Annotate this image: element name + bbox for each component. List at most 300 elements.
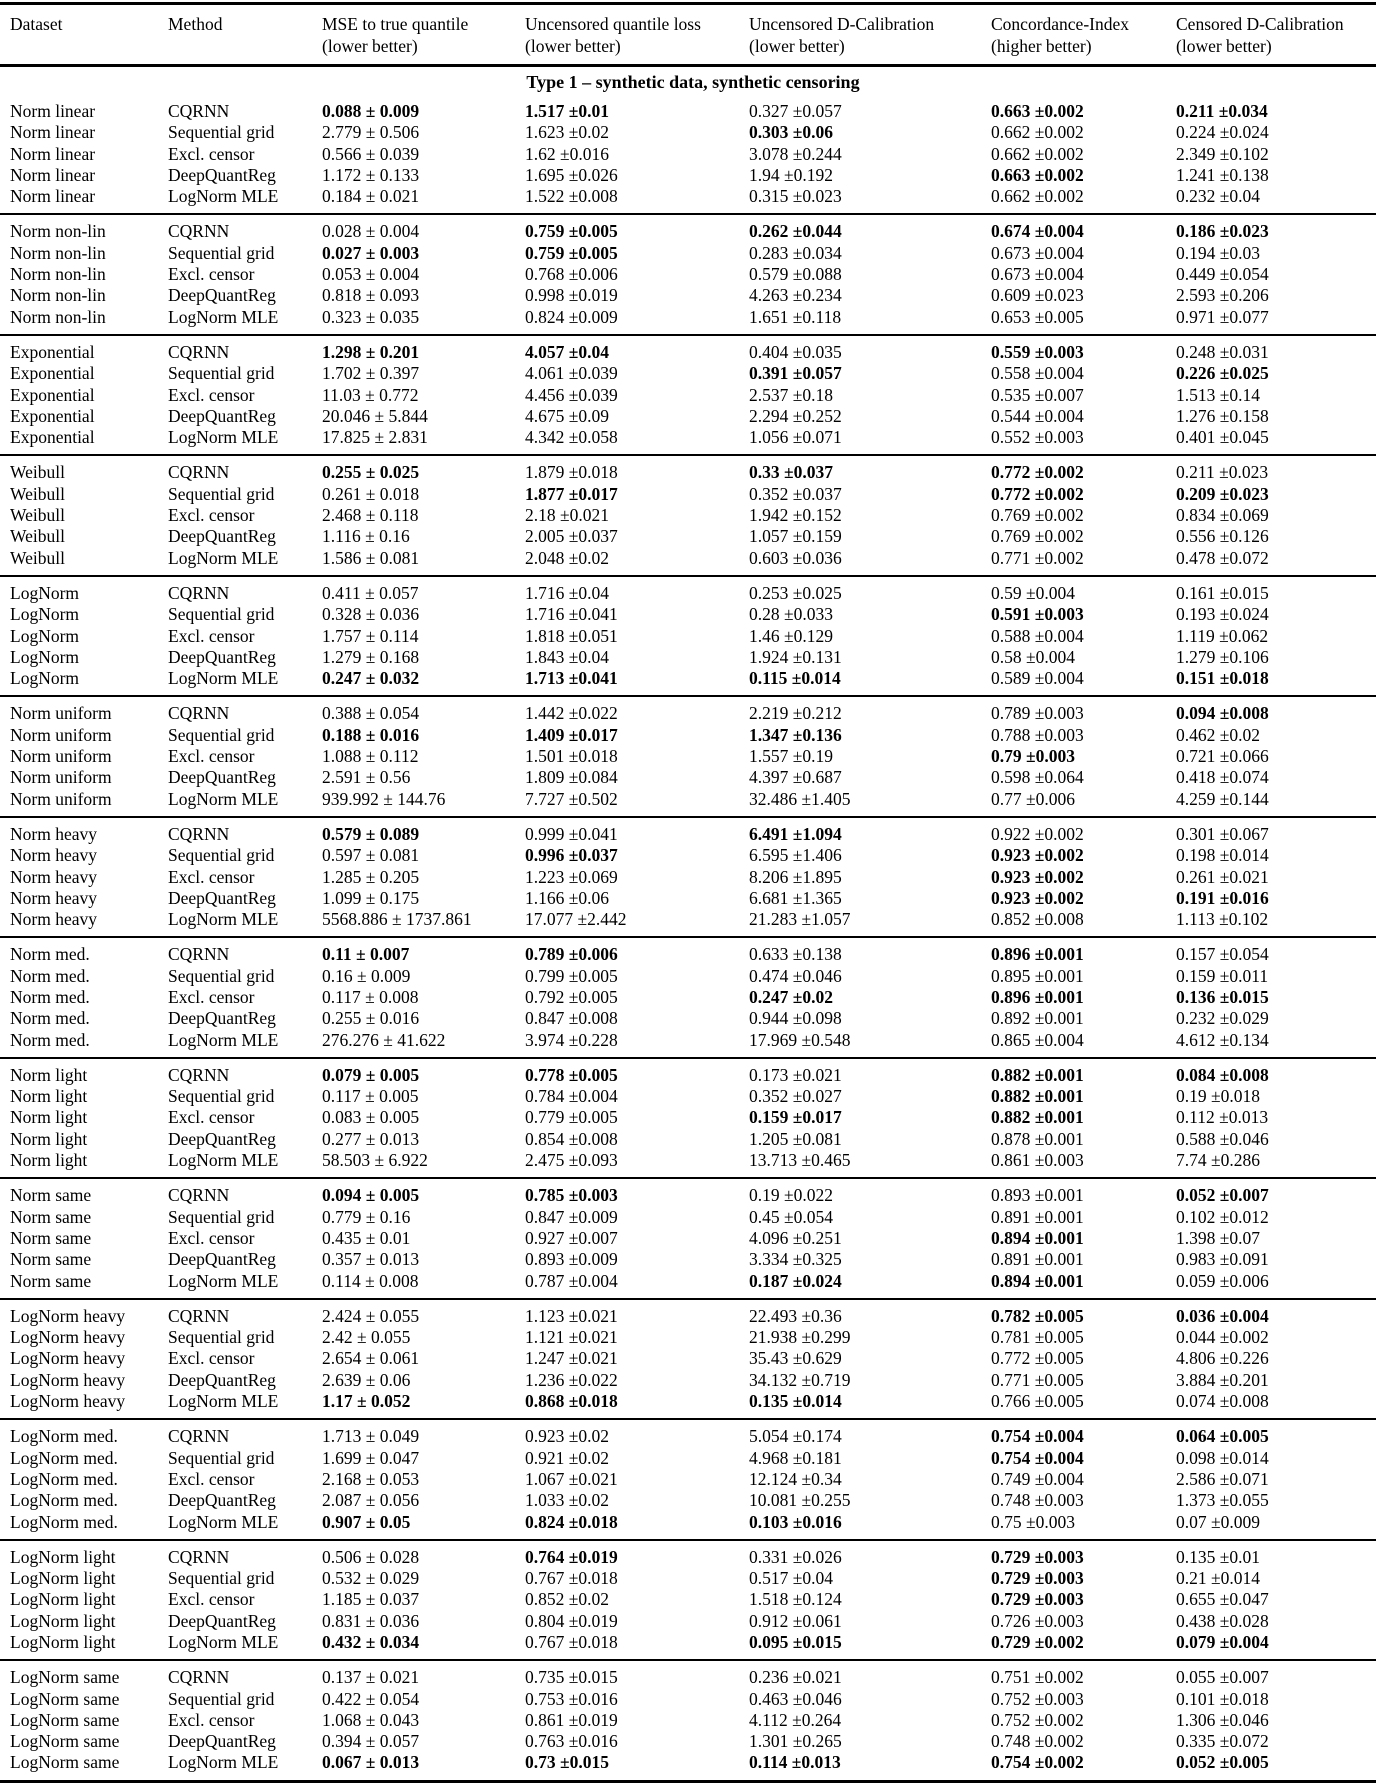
metric-value: 0.751 ±0.002: [991, 1667, 1084, 1688]
metric-value: 0.151 ±0.018: [1176, 668, 1269, 689]
metric-cell: [525, 1207, 749, 1228]
metric-value: 0.769 ±0.002: [991, 505, 1084, 526]
metric-value: 0.759 ±0.005: [525, 221, 618, 242]
metric-cell: [525, 505, 749, 526]
metric-value: 0.303 ±0.06: [749, 122, 833, 143]
metric-value: 0.559 ±0.003: [991, 341, 1084, 362]
table-row: [0, 987, 1376, 1008]
metric-cell: [322, 1107, 525, 1128]
metric-cell: [322, 427, 525, 455]
metric-value: 0.754 ±0.004: [991, 1447, 1084, 1468]
metric-value: 1.94 ±0.192: [749, 164, 833, 185]
metric-cell: [991, 1611, 1176, 1632]
metric-cell: [1176, 427, 1376, 455]
metric-cell: [525, 1689, 749, 1710]
table-row: [0, 1490, 1376, 1511]
dataset-cell: Norm linear: [10, 122, 96, 143]
metric-value: 0.198 ±0.014: [1176, 845, 1269, 866]
metric-cell: [991, 307, 1176, 335]
table-row: [0, 888, 1376, 909]
metric-cell: [1176, 1058, 1376, 1086]
metric-value: 0.277 ± 0.013: [322, 1128, 420, 1149]
table-row: [0, 526, 1376, 547]
metric-value: 0.114 ±0.013: [749, 1752, 841, 1773]
metric-cell: [991, 264, 1176, 285]
column-subtitle: (lower better): [1176, 36, 1272, 56]
metric-cell: [1176, 526, 1376, 547]
metric-value: 0.597 ± 0.081: [322, 845, 420, 866]
metric-value: 0.788 ±0.003: [991, 724, 1084, 745]
table-row: [0, 576, 1376, 604]
metric-cell: [991, 867, 1176, 888]
metric-cell: [749, 1611, 991, 1632]
metric-value: 4.259 ±0.144: [1176, 788, 1269, 809]
table-row: [0, 186, 1376, 214]
dataset-cell: Norm light: [10, 1086, 88, 1107]
metric-cell: [991, 1249, 1176, 1270]
metric-value: 1.298 ± 0.201: [322, 341, 420, 362]
metric-cell: [525, 1540, 749, 1568]
metric-value: 0.161 ±0.015: [1176, 582, 1269, 603]
metric-cell: [1176, 789, 1376, 817]
metric-value: 0.674 ±0.004: [991, 221, 1084, 242]
metric-value: 0.894 ±0.001: [991, 1227, 1084, 1248]
method-cell: Sequential grid: [168, 724, 275, 745]
column-label: Method: [168, 14, 223, 34]
method-cell: Excl. censor: [168, 866, 255, 887]
metric-value: 0.589 ±0.004: [991, 668, 1084, 689]
metric-value: 7.727 ±0.502: [525, 788, 618, 809]
table-row: [0, 1448, 1376, 1469]
dataset-cell: LogNorm: [10, 582, 80, 603]
metric-value: 1.518 ±0.124: [749, 1589, 842, 1610]
metric-cell: [749, 1589, 991, 1610]
metric-cell: [991, 144, 1176, 165]
metric-value: 0.865 ±0.004: [991, 1029, 1084, 1050]
method-cell: Excl. censor: [168, 505, 255, 526]
metric-value: 1.702 ± 0.397: [322, 363, 420, 384]
metric-value: 2.593 ±0.206: [1176, 285, 1269, 306]
metric-value: 1.651 ±0.118: [749, 306, 842, 327]
table-row: [0, 1391, 1376, 1419]
metric-value: 0.323 ± 0.035: [322, 306, 420, 327]
metric-cell: [1176, 1008, 1376, 1029]
metric-cell: [1176, 845, 1376, 866]
metric-value: 0.088 ± 0.009: [322, 101, 420, 121]
metric-value: 0.73 ±0.015: [525, 1752, 609, 1773]
table-row: [0, 937, 1376, 965]
metric-cell: [1176, 647, 1376, 668]
metric-cell: [525, 1271, 749, 1299]
metric-value: 0.067 ± 0.013: [322, 1752, 420, 1773]
metric-value: 34.132 ±0.719: [749, 1369, 851, 1390]
metric-cell: [322, 505, 525, 526]
metric-cell: [1176, 1150, 1376, 1178]
dataset-cell: Norm non-lin: [10, 306, 106, 327]
table-header: [0, 4, 1376, 66]
metric-cell: [991, 165, 1176, 186]
metric-value: 0.579 ±0.088: [749, 264, 842, 285]
metric-cell: [525, 746, 749, 767]
metric-value: 1.62 ±0.016: [525, 143, 609, 164]
metric-cell: [322, 789, 525, 817]
metric-cell: [322, 363, 525, 384]
metric-value: 0.824 ±0.009: [525, 306, 618, 327]
metric-value: 4.397 ±0.687: [749, 767, 842, 788]
method-cell: LogNorm MLE: [168, 1752, 279, 1773]
metric-cell: [991, 817, 1176, 845]
metric-cell: [749, 1469, 991, 1490]
metric-cell: [525, 1370, 749, 1391]
method-cell: Sequential grid: [168, 1086, 275, 1107]
metric-value: 0.232 ±0.029: [1176, 1008, 1269, 1029]
dataset-cell: Norm non-lin: [10, 285, 106, 306]
metric-cell: [991, 696, 1176, 724]
method-cell: LogNorm MLE: [168, 1632, 279, 1652]
metric-value: 1.373 ±0.055: [1176, 1490, 1269, 1511]
metric-value: 2.639 ± 0.06: [322, 1369, 411, 1390]
metric-value: 0.114 ± 0.008: [322, 1270, 419, 1291]
metric-cell: [991, 725, 1176, 746]
metric-value: 0.101 ±0.018: [1176, 1688, 1269, 1709]
metric-cell: [525, 909, 749, 937]
metric-cell: [749, 1370, 991, 1391]
metric-value: 35.43 ±0.629: [749, 1348, 842, 1369]
metric-value: 0.449 ±0.054: [1176, 264, 1269, 285]
metric-cell: [322, 576, 525, 604]
column-header: [322, 4, 525, 66]
metric-cell: [525, 1611, 749, 1632]
metric-value: 0.103 ±0.016: [749, 1511, 842, 1532]
metric-value: 0.135 ±0.014: [749, 1391, 842, 1412]
metric-cell: [525, 95, 749, 122]
method-cell: Excl. censor: [168, 264, 255, 285]
metric-value: 0.655 ±0.047: [1176, 1589, 1269, 1610]
metric-value: 1.166 ±0.06: [525, 887, 609, 908]
metric-value: 0.662 ±0.002: [991, 122, 1084, 143]
dataset-group: [0, 1419, 1376, 1539]
metric-value: 0.159 ±0.017: [749, 1107, 842, 1128]
metric-value: 0.79 ±0.003: [991, 746, 1075, 767]
metric-value: 0.998 ±0.019: [525, 285, 618, 306]
metric-cell: [525, 1058, 749, 1086]
metric-value: 0.921 ±0.02: [525, 1447, 609, 1468]
method-cell: Sequential grid: [168, 1568, 275, 1589]
metric-cell: [991, 746, 1176, 767]
metric-cell: [749, 484, 991, 505]
metric-cell: [1176, 335, 1376, 363]
metric-cell: [1176, 1086, 1376, 1107]
metric-value: 0.394 ± 0.057: [322, 1731, 420, 1752]
metric-value: 0.896 ±0.001: [991, 944, 1084, 965]
metric-value: 0.673 ±0.004: [991, 264, 1084, 285]
metric-cell: [525, 1178, 749, 1206]
metric-value: 0.224 ±0.024: [1176, 122, 1269, 143]
metric-cell: [991, 1568, 1176, 1589]
metric-cell: [991, 888, 1176, 909]
table-row: [0, 1348, 1376, 1369]
metric-value: 0.749 ±0.004: [991, 1468, 1084, 1489]
metric-cell: [991, 1540, 1176, 1568]
metric-value: 0.609 ±0.023: [991, 285, 1084, 306]
metric-value: 0.404 ±0.035: [749, 341, 842, 362]
metric-cell: [525, 1008, 749, 1029]
method-cell: Excl. censor: [168, 1709, 255, 1730]
metric-cell: [991, 243, 1176, 264]
metric-value: 0.191 ±0.016: [1176, 887, 1269, 908]
dataset-cell: LogNorm light: [10, 1610, 116, 1631]
metric-cell: [1176, 1512, 1376, 1540]
metric-value: 0.882 ±0.001: [991, 1064, 1084, 1085]
metric-cell: [1176, 987, 1376, 1008]
metric-value: 0.211 ±0.023: [1176, 462, 1269, 483]
metric-value: 1.557 ±0.19: [749, 746, 833, 767]
method-cell: LogNorm MLE: [168, 788, 279, 809]
metric-value: 0.663 ±0.002: [991, 164, 1084, 185]
dataset-cell: Norm med.: [10, 1029, 90, 1050]
metric-value: 4.806 ±0.226: [1176, 1348, 1269, 1369]
metric-cell: [749, 1391, 991, 1419]
metric-value: 4.968 ±0.181: [749, 1447, 842, 1468]
metric-value: 13.713 ±0.465: [749, 1150, 851, 1171]
metric-cell: [1176, 144, 1376, 165]
metric-value: 0.861 ±0.003: [991, 1150, 1084, 1171]
metric-value: 0.782 ±0.005: [991, 1305, 1084, 1326]
metric-cell: [322, 1568, 525, 1589]
metric-value: 0.831 ± 0.036: [322, 1610, 420, 1631]
metric-cell: [749, 1150, 991, 1178]
metric-value: 4.342 ±0.058: [525, 427, 618, 448]
section-title-row: [0, 66, 1376, 96]
table-row: [0, 1058, 1376, 1086]
metric-value: 0.357 ± 0.013: [322, 1249, 420, 1270]
metric-cell: [322, 867, 525, 888]
metric-value: 1.843 ±0.04: [525, 646, 609, 667]
metric-cell: [1176, 1469, 1376, 1490]
dataset-cell: LogNorm heavy: [10, 1305, 126, 1326]
metric-cell: [322, 626, 525, 647]
metric-value: 0.58 ±0.004: [991, 646, 1075, 667]
metric-value: 0.094 ±0.008: [1176, 703, 1269, 724]
metric-value: 0.892 ±0.001: [991, 1008, 1084, 1029]
metric-value: 1.068 ± 0.043: [322, 1709, 420, 1730]
metric-cell: [1176, 1178, 1376, 1206]
metric-cell: [322, 406, 525, 427]
metric-cell: [1176, 1419, 1376, 1447]
metric-cell: [991, 122, 1176, 143]
metric-value: 0.896 ±0.001: [991, 986, 1084, 1007]
table-row: [0, 214, 1376, 242]
metric-value: 0.137 ± 0.021: [322, 1667, 420, 1688]
metric-value: 3.334 ±0.325: [749, 1249, 842, 1270]
metric-cell: [1176, 1391, 1376, 1419]
metric-value: 17.969 ±0.548: [749, 1029, 851, 1050]
table-row: [0, 1689, 1376, 1710]
table-row: [0, 789, 1376, 817]
table-row: [0, 484, 1376, 505]
metric-cell: [749, 406, 991, 427]
dataset-group: [0, 455, 1376, 575]
dataset-cell: LogNorm same: [10, 1731, 120, 1752]
metric-cell: [525, 427, 749, 455]
metric-value: 1.46 ±0.129: [749, 625, 833, 646]
dataset-cell: LogNorm same: [10, 1709, 120, 1730]
dataset-cell: Norm same: [10, 1227, 92, 1248]
metric-cell: [1176, 1249, 1376, 1270]
metric-cell: [749, 604, 991, 625]
metric-value: 1.301 ±0.265: [749, 1731, 842, 1752]
dataset-cell: LogNorm light: [10, 1568, 116, 1589]
metric-cell: [991, 406, 1176, 427]
metric-value: 1.033 ±0.02: [525, 1490, 609, 1511]
method-cell: CQRNN: [168, 1667, 230, 1688]
metric-cell: [749, 307, 991, 335]
metric-cell: [322, 1008, 525, 1029]
table-row: [0, 1228, 1376, 1249]
metric-value: 0.301 ±0.067: [1176, 823, 1269, 844]
metric-cell: [991, 668, 1176, 696]
metric-cell: [322, 1512, 525, 1540]
method-cell: CQRNN: [168, 703, 230, 724]
metric-value: 0.894 ±0.001: [991, 1270, 1084, 1291]
metric-value: 0.759 ±0.005: [525, 242, 618, 263]
metric-value: 0.248 ±0.031: [1176, 341, 1269, 362]
metric-value: 0.435 ± 0.01: [322, 1227, 411, 1248]
metric-value: 0.411 ± 0.057: [322, 582, 419, 603]
metric-value: 0.912 ±0.061: [749, 1610, 842, 1631]
metric-cell: [991, 1660, 1176, 1688]
metric-cell: [1176, 1129, 1376, 1150]
method-cell: CQRNN: [168, 944, 230, 965]
metric-value: 1.879 ±0.018: [525, 462, 618, 483]
metric-value: 0.778 ±0.005: [525, 1064, 618, 1085]
table-row: [0, 1419, 1376, 1447]
metric-value: 6.491 ±1.094: [749, 823, 842, 844]
method-cell: CQRNN: [168, 1546, 230, 1567]
method-cell: LogNorm MLE: [168, 668, 279, 689]
metric-cell: [525, 966, 749, 987]
metric-value: 0.186 ±0.023: [1176, 221, 1269, 242]
metric-cell: [525, 264, 749, 285]
metric-value: 0.861 ±0.019: [525, 1709, 618, 1730]
metric-cell: [749, 987, 991, 1008]
table-row: [0, 647, 1376, 668]
metric-cell: [1176, 1689, 1376, 1710]
metric-cell: [1176, 604, 1376, 625]
table-row: [0, 427, 1376, 455]
metric-cell: [525, 1150, 749, 1178]
metric-cell: [749, 1540, 991, 1568]
column-label: Uncensored quantile loss: [525, 14, 701, 34]
metric-cell: [322, 1370, 525, 1391]
metric-cell: [1176, 867, 1376, 888]
metric-cell: [525, 307, 749, 335]
metric-value: 0.083 ± 0.005: [322, 1107, 420, 1128]
metric-cell: [991, 1207, 1176, 1228]
metric-cell: [525, 668, 749, 696]
table-row: [0, 746, 1376, 767]
method-cell: Sequential grid: [168, 1447, 275, 1468]
method-cell: LogNorm MLE: [168, 1029, 279, 1050]
metric-cell: [991, 484, 1176, 505]
metric-value: 1.586 ± 0.081: [322, 547, 420, 568]
metric-value: 0.999 ±0.041: [525, 823, 618, 844]
metric-cell: [525, 845, 749, 866]
metric-value: 4.456 ±0.039: [525, 384, 618, 405]
metric-value: 0.764 ±0.019: [525, 1546, 618, 1567]
dataset-cell: Norm linear: [10, 164, 96, 185]
metric-value: 0.748 ±0.002: [991, 1731, 1084, 1752]
metric-cell: [322, 214, 525, 242]
metric-value: 2.087 ± 0.056: [322, 1490, 420, 1511]
table-row: [0, 1207, 1376, 1228]
metric-cell: [525, 1086, 749, 1107]
dataset-cell: LogNorm med.: [10, 1426, 118, 1447]
metric-value: 939.992 ± 144.76: [322, 788, 446, 809]
method-cell: DeepQuantReg: [168, 1490, 276, 1511]
metric-cell: [1176, 264, 1376, 285]
metric-value: 20.046 ± 5.844: [322, 405, 428, 426]
metric-cell: [525, 1589, 749, 1610]
metric-cell: [322, 1731, 525, 1752]
metric-value: 0.506 ± 0.028: [322, 1546, 420, 1567]
metric-cell: [322, 1207, 525, 1228]
metric-cell: [525, 363, 749, 384]
metric-value: 0.633 ±0.138: [749, 944, 842, 965]
metric-value: 0.927 ±0.007: [525, 1227, 618, 1248]
metric-value: 0.193 ±0.024: [1176, 604, 1269, 625]
metric-value: 0.673 ±0.004: [991, 242, 1084, 263]
metric-cell: [1176, 363, 1376, 384]
metric-cell: [1176, 937, 1376, 965]
metric-cell: [525, 1448, 749, 1469]
metric-cell: [749, 937, 991, 965]
metric-cell: [322, 937, 525, 965]
metric-cell: [991, 767, 1176, 788]
metric-value: 0.463 ±0.046: [749, 1688, 842, 1709]
method-cell: DeepQuantReg: [168, 164, 276, 185]
metric-value: 0.923 ±0.002: [991, 845, 1084, 866]
metric-cell: [1176, 122, 1376, 143]
metric-value: 0.335 ±0.072: [1176, 1731, 1269, 1752]
metric-cell: [1176, 1030, 1376, 1058]
metric-value: 0.753 ±0.016: [525, 1688, 618, 1709]
dataset-cell: Weibull: [10, 505, 65, 526]
metric-cell: [1176, 505, 1376, 526]
metric-cell: [525, 1299, 749, 1327]
dataset-group: [0, 1660, 1376, 1781]
method-cell: Sequential grid: [168, 242, 275, 263]
metric-value: 0.895 ±0.001: [991, 965, 1084, 986]
metric-cell: [749, 264, 991, 285]
metric-value: 2.349 ±0.102: [1176, 143, 1269, 164]
metric-cell: [991, 576, 1176, 604]
metric-value: 21.938 ±0.299: [749, 1327, 851, 1348]
metric-value: 0.052 ±0.007: [1176, 1185, 1269, 1206]
metric-value: 4.612 ±0.134: [1176, 1029, 1269, 1050]
metric-value: 0.662 ±0.002: [991, 186, 1084, 207]
metric-cell: [991, 1710, 1176, 1731]
header-row: [0, 4, 1376, 66]
metric-cell: [1176, 385, 1376, 406]
metric-value: 0.893 ±0.009: [525, 1249, 618, 1270]
method-cell: Sequential grid: [168, 965, 275, 986]
metric-cell: [525, 526, 749, 547]
dataset-cell: LogNorm same: [10, 1667, 120, 1688]
metric-value: 0.102 ±0.012: [1176, 1206, 1269, 1227]
metric-value: 0.882 ±0.001: [991, 1107, 1084, 1128]
method-cell: DeepQuantReg: [168, 1249, 276, 1270]
